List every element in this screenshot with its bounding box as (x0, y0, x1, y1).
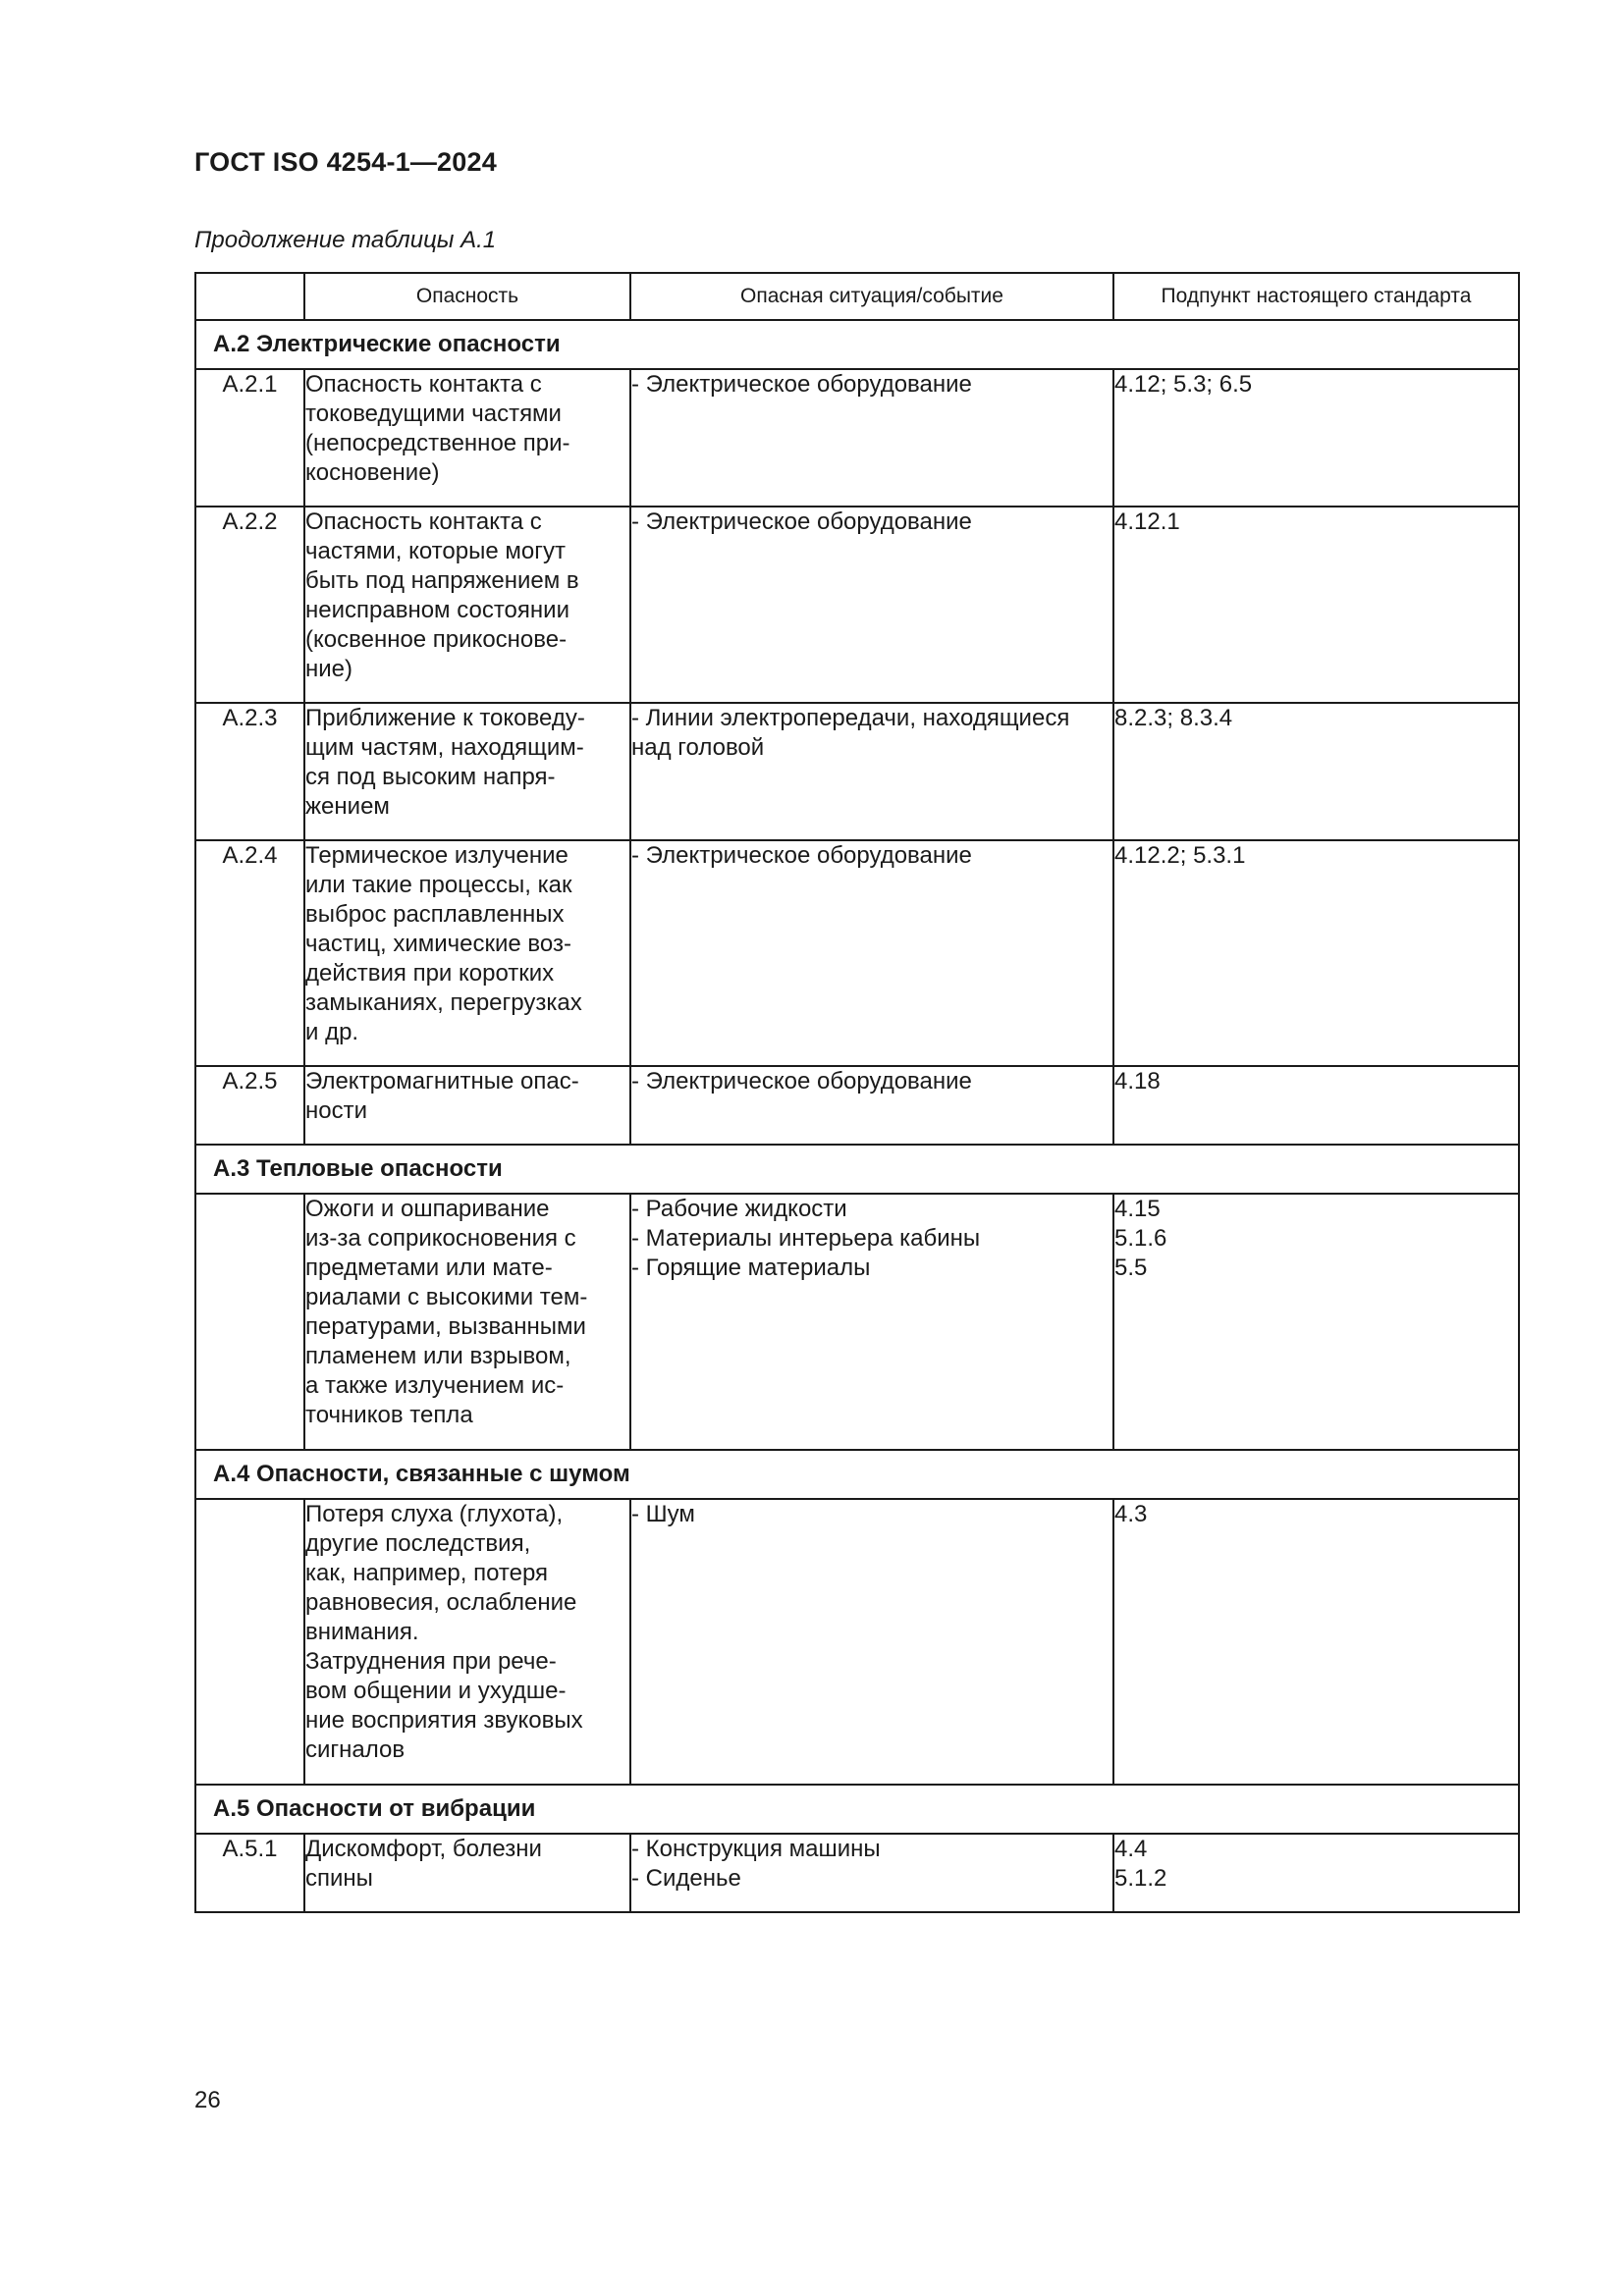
column-header-reference: Подпункт настоящего стандарта (1113, 273, 1519, 320)
hazard-description: Потеря слуха (глухота), другие последствия, как, например, потеря равновесия, ослабление внимания. Затруднения при рече- вом общении и ухудше- ние восприятия звуковых сигналов (304, 1499, 630, 1785)
hazard-situation (630, 1066, 1113, 1145)
hazard-number (195, 1499, 304, 1785)
standard-reference (1113, 507, 1519, 703)
table-header-row (195, 273, 1519, 320)
section-title: А.5 Опасности от вибрации (195, 1785, 1519, 1834)
table-caption: Продолжение таблицы А.1 (194, 227, 497, 253)
column-header-situation: Опасная ситуация/событие (630, 273, 1113, 320)
hazard-description: Опасность контакта с токоведущими частями (непосредственное при- косновение) (304, 369, 630, 507)
reference-item: 4.15 (1114, 1196, 1161, 1222)
section-title: А.2 Электрические опасности (195, 320, 1519, 369)
hazard-description: Дискомфорт, болезни спины (304, 1834, 630, 1912)
reference-item: 4.3 (1114, 1501, 1148, 1527)
reference-item: 5.1.6 (1114, 1225, 1167, 1252)
reference-item: 4.12.1 (1114, 508, 1180, 535)
hazard-number: А.2.5 (195, 1066, 304, 1145)
hazard-description: Электромагнитные опас- ности (304, 1066, 630, 1145)
situation-item: - Линии электропередачи, находящиеся над головой (631, 705, 1070, 761)
hazard-situation (630, 369, 1113, 507)
reference-item: 4.4 (1114, 1836, 1148, 1862)
table-row (195, 703, 1519, 840)
table-row (195, 1194, 1519, 1450)
table-row (195, 1499, 1519, 1785)
hazard-number: А.2.1 (195, 369, 304, 507)
situation-item: - Сиденье (631, 1865, 741, 1892)
hazard-description: Опасность контакта с частями, которые могут быть под напряжением в неисправном состоянии (косвенное прикоснове- ние) (304, 507, 630, 703)
reference-item: 4.12.2; 5.3.1 (1114, 842, 1246, 869)
hazard-situation (630, 1834, 1113, 1912)
section-row (195, 1785, 1519, 1834)
reference-item: 4.18 (1114, 1068, 1161, 1095)
hazard-situation (630, 1499, 1113, 1785)
table-row (195, 1066, 1519, 1145)
hazard-number: А.2.4 (195, 840, 304, 1066)
standard-reference (1113, 1066, 1519, 1145)
section-row (195, 1145, 1519, 1194)
hazard-situation (630, 703, 1113, 840)
hazards-table (194, 272, 1520, 1913)
table-body (195, 320, 1519, 1912)
hazard-number: А.2.2 (195, 507, 304, 703)
table-row (195, 369, 1519, 507)
section-row (195, 1450, 1519, 1499)
standard-reference (1113, 1499, 1519, 1785)
hazard-description: Термическое излучение или такие процессы, как выброс расплавленных частиц, химические воз- действия при коротких замыканиях, перегрузках и др. (304, 840, 630, 1066)
situation-item: - Рабочие жидкости (631, 1196, 847, 1222)
section-title: А.4 Опасности, связанные с шумом (195, 1450, 1519, 1499)
hazard-situation (630, 1194, 1113, 1450)
hazard-description: Приближение к токоведу- щим частям, находящим- ся под высоким напря- жением (304, 703, 630, 840)
hazard-number (195, 1194, 304, 1450)
document-header: ГОСТ ISO 4254-1—2024 (194, 147, 497, 177)
reference-item: 4.12; 5.3; 6.5 (1114, 371, 1253, 398)
table-row (195, 507, 1519, 703)
hazard-description: Ожоги и ошпаривание из-за соприкосновения с предметами или мате- риалами с высокими тем- пературами, вызванными пламенем или взрывом, а также излучением ис- точников тепла (304, 1194, 630, 1450)
standard-reference (1113, 369, 1519, 507)
hazard-number: А.5.1 (195, 1834, 304, 1912)
hazard-number: А.2.3 (195, 703, 304, 840)
table-row (195, 1834, 1519, 1912)
situation-item: - Горящие материалы (631, 1255, 871, 1281)
reference-item: 8.2.3; 8.3.4 (1114, 705, 1233, 731)
situation-item: - Электрическое оборудование (631, 371, 972, 398)
hazard-situation (630, 507, 1113, 703)
situation-item: - Электрическое оборудование (631, 508, 972, 535)
table-row (195, 840, 1519, 1066)
reference-item: 5.1.2 (1114, 1865, 1167, 1892)
standard-reference (1113, 840, 1519, 1066)
section-title: А.3 Тепловые опасности (195, 1145, 1519, 1194)
situation-item: - Электрическое оборудование (631, 1068, 972, 1095)
standard-reference (1113, 1194, 1519, 1450)
standard-reference (1113, 1834, 1519, 1912)
column-header-number (195, 273, 304, 320)
situation-item: - Электрическое оборудование (631, 842, 972, 869)
situation-item: - Конструкция машины (631, 1836, 881, 1862)
reference-item: 5.5 (1114, 1255, 1148, 1281)
situation-item: - Шум (631, 1501, 695, 1527)
column-header-hazard: Опасность (304, 273, 630, 320)
situation-item: - Материалы интерьера кабины (631, 1225, 981, 1252)
section-row (195, 320, 1519, 369)
hazard-situation (630, 840, 1113, 1066)
standard-reference (1113, 703, 1519, 840)
page-number: 26 (194, 2087, 221, 2113)
